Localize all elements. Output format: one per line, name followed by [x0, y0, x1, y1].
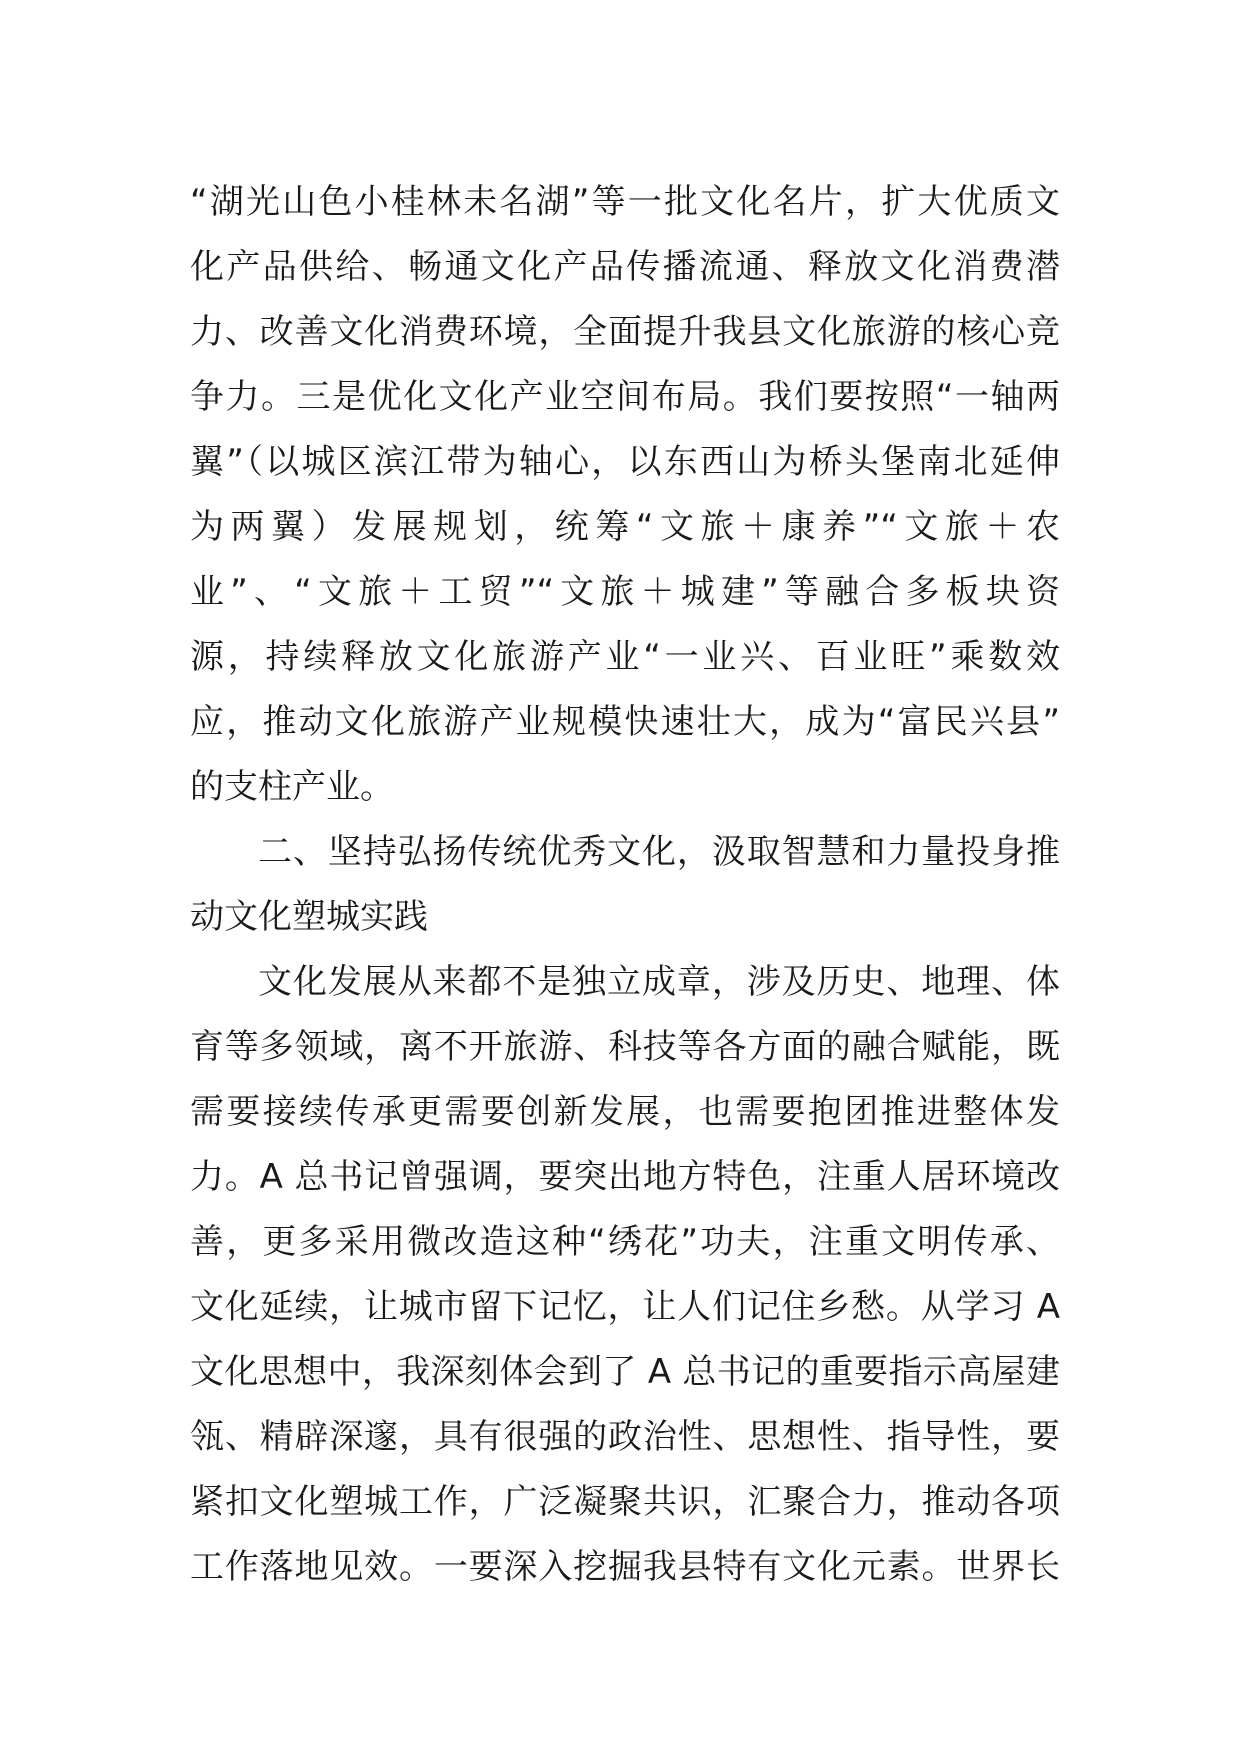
- heading-line: 动文化塑城实践: [190, 897, 428, 937]
- text-line: 工作落地见效。一要深入挖掘我县特有文化元素。世界长: [190, 1547, 1060, 1587]
- paragraph: [190, 170, 1060, 820]
- text-line: “湖光山色小桂林未名湖”等一批文化名片，扩大优质文: [190, 182, 1060, 222]
- text-line: 瓴、精辟深邃，具有很强的政治性、思想性、指导性，要: [190, 1417, 1060, 1457]
- text-line: 业”、“文旅＋工贸”“文旅＋城建”等融合多板块资: [190, 572, 1060, 612]
- text-line: 翼”（以城区滨江带为轴心，以东西山为桥头堡南北延伸: [190, 442, 1060, 482]
- text-line: 的支柱产业。: [190, 767, 394, 807]
- text-line: 善，更多采用微改造这种“绣花”功夫，注重文明传承、: [190, 1222, 1060, 1262]
- text-line: 文化思想中，我深刻体会到了 A 总书记的重要指示高屋建: [190, 1352, 1060, 1392]
- document-page: [190, 170, 1060, 1600]
- heading-line: 二、坚持弘扬传统优秀文化，汲取智慧和力量投身推: [258, 832, 1060, 872]
- text-line: 争力。三是优化文化产业空间布局。我们要按照“一轴两: [190, 377, 1060, 417]
- paragraph: [190, 950, 1060, 1600]
- text-line: 为两翼）发展规划，统筹“文旅＋康养”“文旅＋农: [190, 507, 1060, 547]
- text-line: 文化发展从来都不是独立成章，涉及历史、地理、体: [258, 962, 1060, 1002]
- text-line: 化产品供给、畅通文化产品传播流通、释放文化消费潜: [190, 247, 1060, 287]
- section-heading: [190, 820, 1060, 950]
- text-line: 应，推动文化旅游产业规模快速壮大，成为“富民兴县”: [190, 702, 1060, 742]
- text-line: 育等多领域，离不开旅游、科技等各方面的融合赋能，既: [190, 1027, 1060, 1067]
- text-line: 力、改善文化消费环境，全面提升我县文化旅游的核心竞: [190, 312, 1060, 352]
- text-line: 文化延续，让城市留下记忆，让人们记住乡愁。从学习 A: [190, 1287, 1060, 1327]
- text-line: 力。A 总书记曾强调，要突出地方特色，注重人居环境改: [190, 1157, 1060, 1197]
- text-line: 紧扣文化塑城工作，广泛凝聚共识，汇聚合力，推动各项: [190, 1482, 1060, 1522]
- text-line: 源，持续释放文化旅游产业“一业兴、百业旺”乘数效: [190, 637, 1060, 677]
- text-line: 需要接续传承更需要创新发展，也需要抱团推进整体发: [190, 1092, 1060, 1132]
